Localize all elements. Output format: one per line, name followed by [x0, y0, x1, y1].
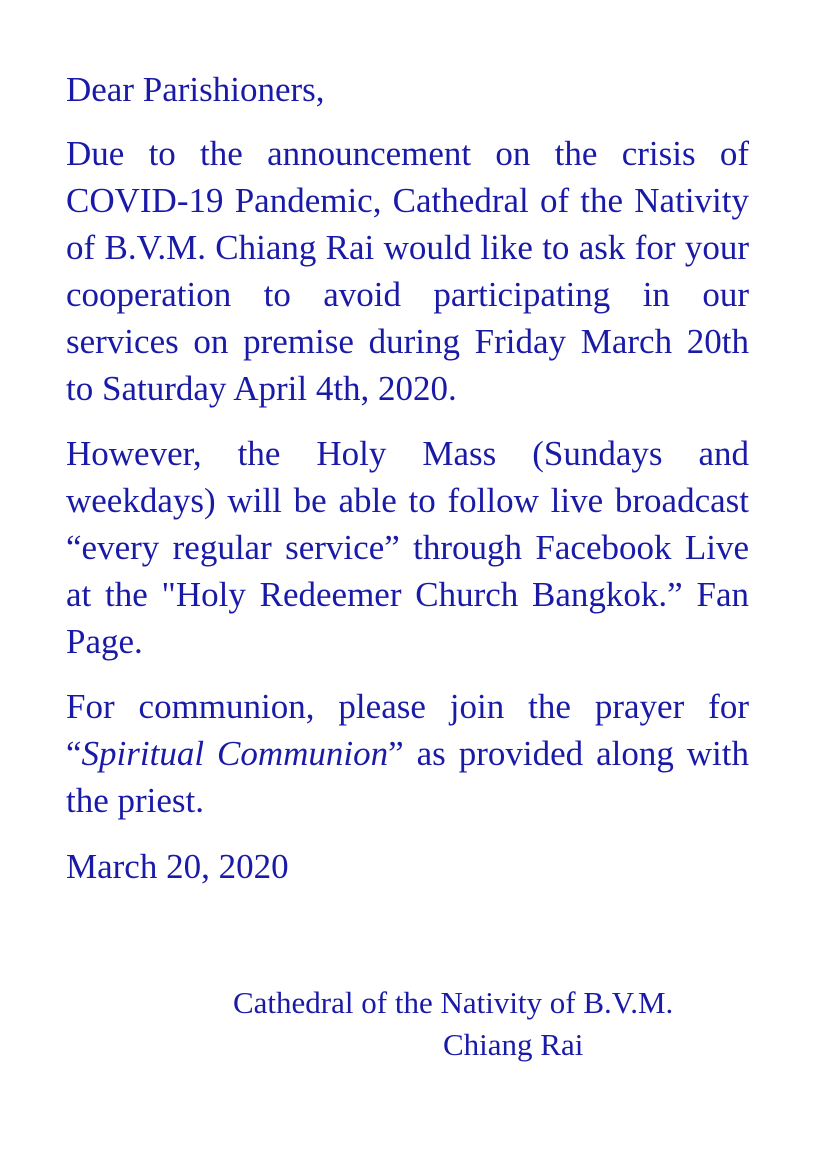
livestream-paragraph: However, the Holy Mass (Sundays and weekdays) will be able to follow live broadcast “every regular service” through Facebook Live at the "Holy Redeemer Church Bangkok.” Fan Page. — [66, 434, 749, 661]
letter-body — [66, 66, 749, 890]
letter-date: March 20, 2020 — [66, 847, 289, 886]
communion-text-before: For communion, please join the prayer for “ — [66, 687, 749, 773]
communion-paragraph — [66, 683, 749, 824]
announcement-paragraph: Due to the announcement on the crisis of COVID-19 Pandemic, Cathedral of the Nativity of B.V.M. Chiang Rai would like to ask for your cooperation to avoid participating in our services on premise during Friday March 20th to Saturday April 4th, 2020. — [66, 134, 749, 408]
spiritual-communion-emphasis: Spiritual Communion — [81, 734, 389, 773]
communion-text-after: ” as provided along with the priest. — [66, 734, 750, 820]
signature-location: Chiang Rai — [443, 1027, 584, 1062]
salutation: Dear Parishioners, — [66, 70, 325, 109]
signature-organization: Cathedral of the Nativity of B.V.M. — [233, 985, 674, 1020]
